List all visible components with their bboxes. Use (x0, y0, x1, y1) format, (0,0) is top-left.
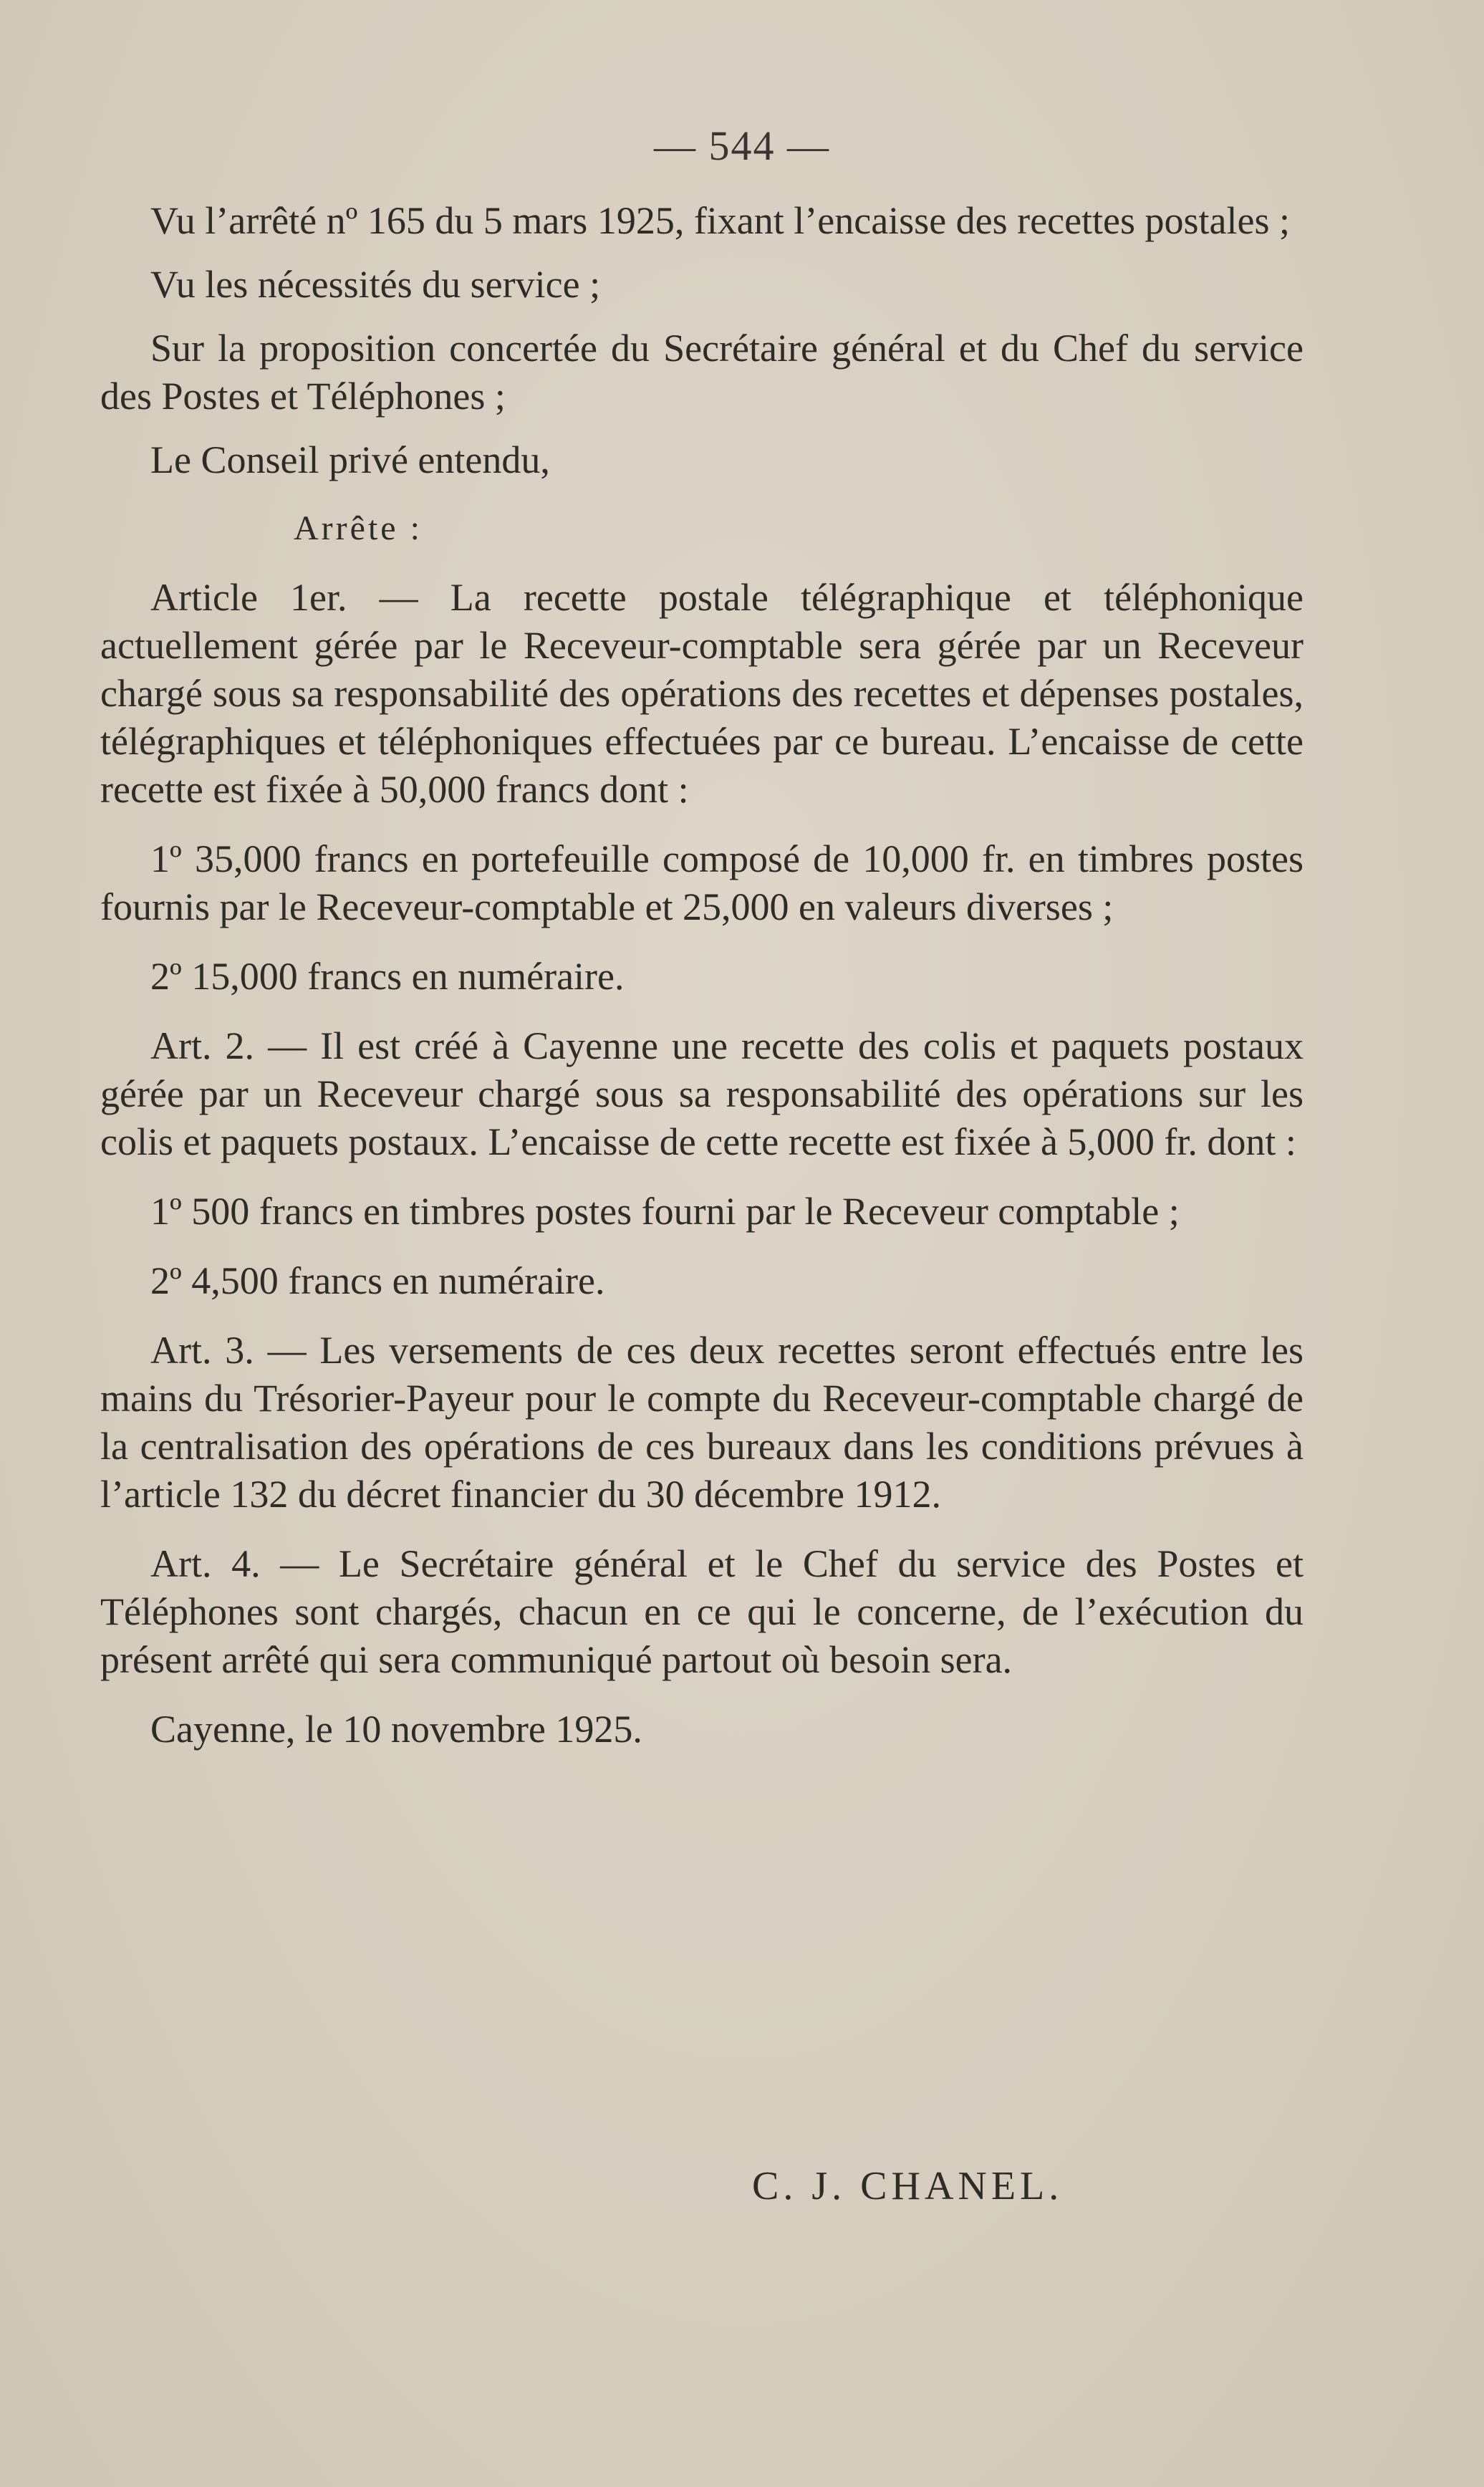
place-and-date: Cayenne, le 10 novembre 1925. (150, 1708, 642, 1751)
article-1-item-2: 2º 15,000 francs en numéraire. (150, 955, 625, 998)
signature: C. J. CHANEL. (752, 2164, 1064, 2208)
paragraph-conseil: Le Conseil privé entendu, (150, 438, 550, 481)
paragraph-proposition: Sur la proposition concertée du Secrétaire général et du Chef du service des Postes et Téléphones ; (100, 327, 1304, 418)
page-number: — 544 — (654, 122, 830, 169)
article-3: Art. 3. — Les versements de ces deux recettes seront effectués entre les mains du Trésorier-Payeur pour le compte du Receveur-comptable chargé de la centralisation des opérations de ces bureaux dans les conditions prévues à l’article 132 du décret financier du 30 décembre 1912. (100, 1329, 1304, 1516)
document-body (100, 115, 1304, 1754)
article-1-item-1: 1º 35,000 francs en portefeuille composé de 10,000 fr. en timbres postes fournis par le Receveur-comptable et 25,000 en valeurs diverses ; (100, 837, 1304, 928)
top-spacer (100, 115, 1304, 197)
section-heading-arrete: Arrête : (294, 509, 423, 547)
paragraph-considerant-1: Vu l’arrêté nº 165 du 5 mars 1925, fixant l’encaisse des recettes postales ; (150, 199, 1290, 242)
article-1: Article 1er. — La recette postale télégraphique et téléphonique actuellement gérée par le Receveur-comptable sera gérée par un Receveur chargé sous sa responsabilité des opérations des recettes et dépenses postales, télégraphiques et téléphoniques effectuées par ce bureau. L’encaisse de cette recette est fixée à 50,000 francs dont : (100, 576, 1304, 811)
article-4: Art. 4. — Le Secrétaire général et le Chef du service des Postes et Téléphones sont chargés, chacun en ce qui le concerne, de l’exécution du présent arrêté qui sera communiqué partout où besoin sera. (100, 1542, 1304, 1681)
article-2-item-1: 1º 500 francs en timbres postes fourni par le Receveur comptable ; (150, 1190, 1180, 1233)
article-2: Art. 2. — Il est créé à Cayenne une recette des colis et paquets postaux gérée par un Receveur chargé sous sa responsabilité des opérations sur les colis et paquets postaux. L’encaisse de cette recette est fixée à 5,000 fr. dont : (100, 1024, 1304, 1163)
paragraph-considerant-2: Vu les nécessités du service ; (150, 263, 601, 306)
article-2-item-2: 2º 4,500 francs en numéraire. (150, 1259, 605, 1302)
